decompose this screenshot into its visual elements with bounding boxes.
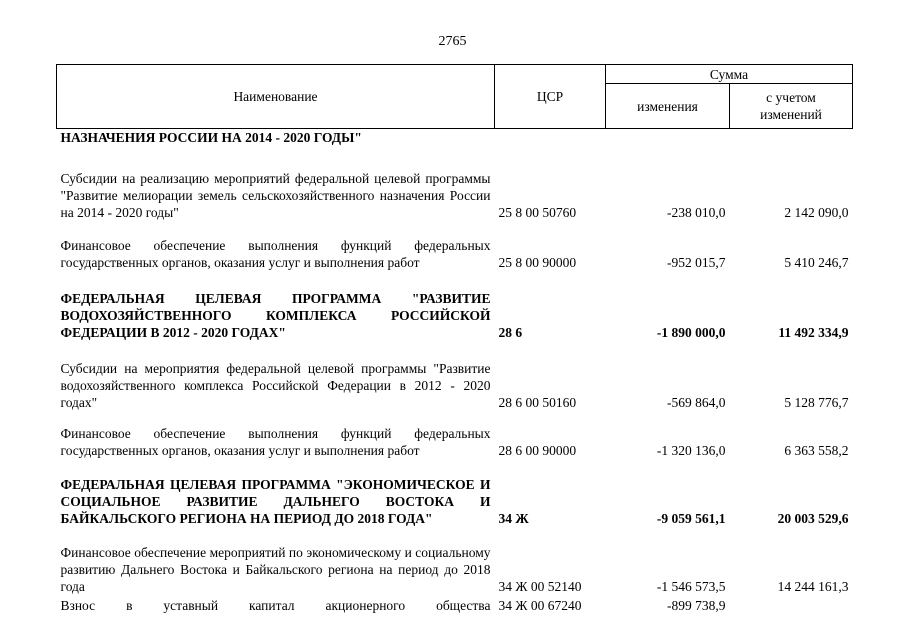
header-csr: ЦСР bbox=[495, 65, 606, 129]
row-change bbox=[606, 129, 730, 151]
row-name: НАЗНАЧЕНИЯ РОССИИ НА 2014 - 2020 ГОДЫ" bbox=[60, 130, 362, 145]
header-name: Наименование bbox=[57, 65, 495, 129]
row-csr: 34 Ж 00 67240 bbox=[498, 597, 582, 613]
row-csr: 25 8 00 90000 bbox=[498, 254, 577, 270]
row-total: 11 492 334,9 bbox=[778, 324, 849, 340]
row-csr: 34 Ж bbox=[498, 510, 529, 526]
row-change: -1 320 136,0 bbox=[656, 442, 726, 458]
table-row bbox=[57, 595, 853, 635]
row-total bbox=[730, 129, 853, 151]
row-change: -238 010,0 bbox=[667, 204, 726, 220]
table-header bbox=[57, 65, 853, 129]
row-total: 5 410 246,7 bbox=[784, 254, 849, 270]
budget-table bbox=[56, 64, 853, 635]
header-with-changes: с учетом изменений bbox=[730, 84, 853, 129]
row-name: Финансовое обеспечение выполнения функций федеральных государственных органов, оказания услуг и выполнения работ bbox=[60, 425, 491, 458]
row-csr: 25 8 00 50760 bbox=[498, 204, 577, 220]
row-total bbox=[730, 595, 853, 635]
row-total: 5 128 776,7 bbox=[784, 394, 849, 410]
row-name: Финансовое обеспечение мероприятий по экономическому и социальному развитию Дальнего Востока и Байкальского региона на период до 2018 года bbox=[60, 544, 491, 594]
row-change: -1 890 000,0 bbox=[656, 324, 726, 340]
table-row bbox=[57, 129, 853, 151]
table-body bbox=[57, 129, 853, 635]
row-name: Субсидии на реализацию мероприятий федеральной целевой программы "Развитие мелиорации земель сельскохозяйственного назначения России на 2014 - 2020 годы" bbox=[60, 170, 491, 220]
row-total: 6 363 558,2 bbox=[784, 442, 849, 458]
table-row bbox=[57, 151, 853, 221]
row-name: ФЕДЕРАЛЬНАЯ ЦЕЛЕВАЯ ПРОГРАММА "ЭКОНОМИЧЕСКОЕ И СОЦИАЛЬНОЕ РАЗВИТИЕ ДАЛЬНЕГО ВОСТОКА И БАЙКАЛЬСКОГО РЕГИОНА НА ПЕРИОД ДО 2018 ГОДА" bbox=[60, 476, 491, 526]
row-csr bbox=[495, 129, 606, 151]
row-change: -569 864,0 bbox=[667, 394, 726, 410]
row-name: ФЕДЕРАЛЬНАЯ ЦЕЛЕВАЯ ПРОГРАММА "РАЗВИТИЕ ВОДОХОЗЯЙСТВЕННОГО КОМПЛЕКСА РОССИЙСКОЙ ФЕДЕРАЦИИ В 2012 - 2020 ГОДАХ" bbox=[60, 290, 491, 340]
row-name: Субсидии на мероприятия федеральной целевой программы "Развитие водохозяйственного комплекса Российской Федерации в 2012 - 2020 годах" bbox=[60, 360, 491, 410]
header-changes: изменения bbox=[606, 84, 730, 129]
row-name: Финансовое обеспечение выполнения функций федеральных государственных органов, оказания услуг и выполнения работ bbox=[60, 237, 491, 270]
table-row bbox=[57, 459, 853, 527]
row-csr: 28 6 00 90000 bbox=[498, 442, 577, 458]
row-change: -952 015,7 bbox=[667, 254, 726, 270]
table-row bbox=[57, 341, 853, 411]
row-total: 20 003 529,6 bbox=[777, 510, 849, 526]
row-total: 14 244 161,3 bbox=[777, 578, 849, 594]
row-total: 2 142 090,0 bbox=[784, 204, 849, 220]
table-row bbox=[57, 221, 853, 271]
header-sum: Сумма bbox=[606, 65, 853, 84]
row-csr: 34 Ж 00 52140 bbox=[498, 578, 582, 594]
page-number: 2765 bbox=[438, 34, 467, 49]
table-row bbox=[57, 527, 853, 595]
table-row bbox=[57, 271, 853, 341]
row-change: -1 546 573,5 bbox=[656, 578, 726, 594]
row-csr: 28 6 bbox=[498, 324, 523, 340]
row-csr: 28 6 00 50160 bbox=[498, 394, 577, 410]
row-change: -899 738,9 bbox=[667, 597, 726, 613]
table-row bbox=[57, 411, 853, 459]
row-change: -9 059 561,1 bbox=[656, 510, 726, 526]
row-name: Взнос в уставный капитал акционерного общества bbox=[60, 597, 491, 613]
